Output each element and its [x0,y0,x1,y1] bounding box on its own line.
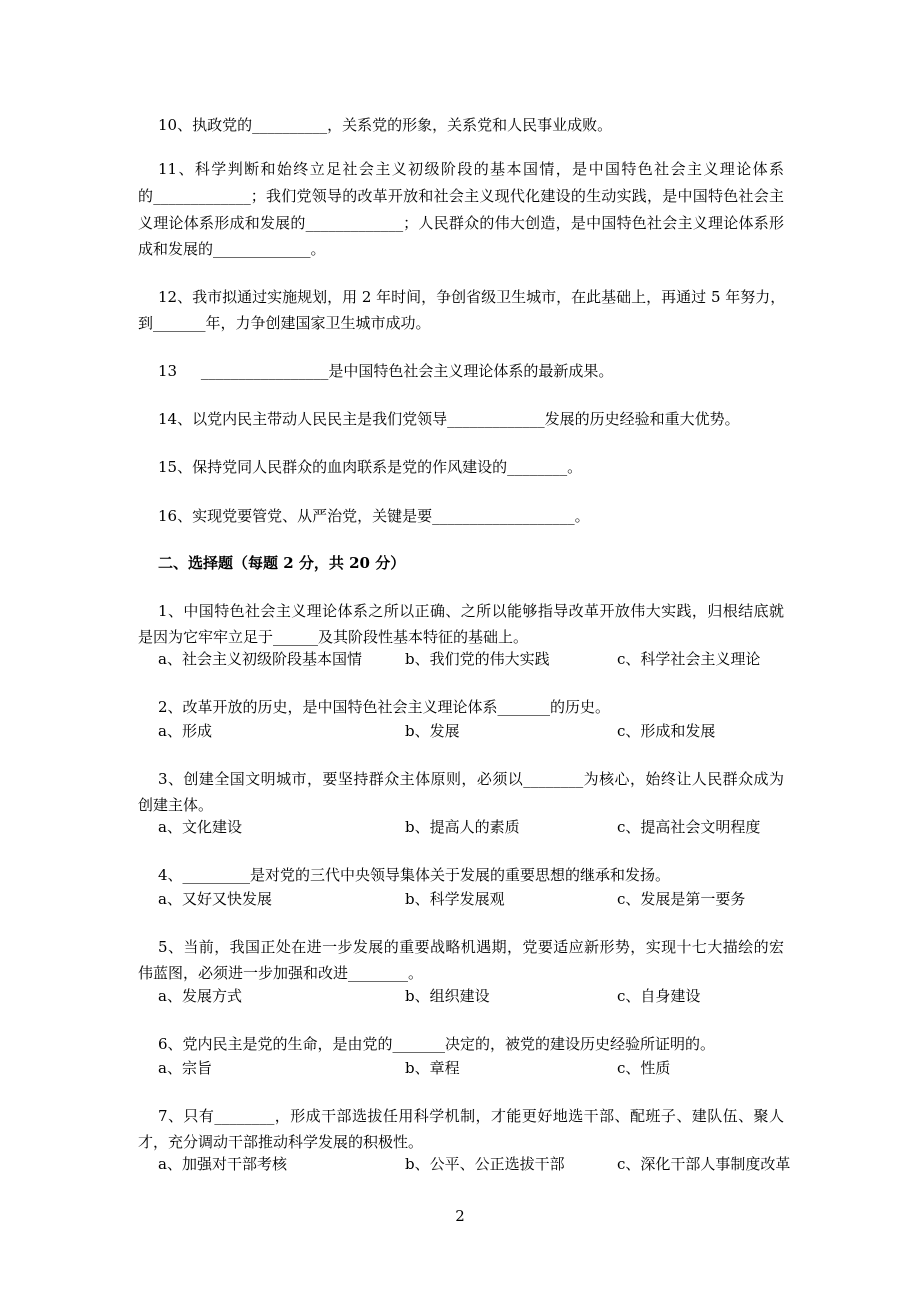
question-13: 13 _________________是中国特色社会主义理论体系的最新成果。 [158,362,614,380]
mc-2-option-a: a、形成 [158,722,212,740]
question-11-line-2: 的_____________；我们党领导的改革开放和社会主义现代化建设的生动实践，是中国特色社会主 [138,187,784,205]
question-14: 14、以党内民主带动人民民主是我们党领导_____________发展的历史经验和重大优势。 [158,410,740,428]
mc-question-1-line-2: 是因为它牢牢立足于______及其阶段性基本特征的基础上。 [138,628,529,646]
mc-4-option-c: c、发展是第一要务 [617,890,746,908]
mc-question-7-line-2: 才，充分调动干部推动科学发展的积极性。 [138,1133,424,1151]
mc-6-option-b: b、章程 [405,1059,460,1077]
mc-3-option-c: c、提高社会文明程度 [617,818,761,836]
mc-4-option-a: a、又好又快发展 [158,890,272,908]
mc-7-option-a: a、加强对干部考核 [158,1155,287,1173]
mc-question-7-line-1: 7、只有________，形成干部选拔任用科学机制，才能更好地选干部、配班子、建队伍、聚人 [158,1107,784,1125]
mc-5-option-b: b、组织建设 [405,987,490,1005]
mc-7-option-c: c、深化干部人事制度改革 [617,1155,791,1173]
mc-1-option-a: a、社会主义初级阶段基本国情 [158,650,362,668]
page-number: 2 [455,1207,465,1225]
mc-question-1-line-1: 1、中国特色社会主义理论体系之所以正确、之所以能够指导改革开放伟大实践，归根结底就 [158,602,784,620]
mc-question-5-line-1: 5、当前，我国正处在进一步发展的重要战略机遇期，党要适应新形势，实现十七大描绘的宏 [158,938,784,956]
mc-2-option-b: b、发展 [405,722,460,740]
question-16: 16、实现党要管党、从严治党，关键是要___________________。 [158,507,590,525]
mc-7-option-b: b、公平、公正选拔干部 [405,1155,565,1173]
mc-1-option-c: c、科学社会主义理论 [617,650,761,668]
question-11-line-1: 11、科学判断和始终立足社会主义初级阶段的基本国情，是中国特色社会主义理论体系 [158,160,784,178]
mc-question-6-line-1: 6、党内民主是党的生命，是由党的_______决定的，被党的建设历史经验所证明的。 [158,1035,716,1053]
mc-question-3-line-1: 3、创建全国文明城市，要坚持群众主体原则，必须以________为核心，始终让人民群众成为 [158,770,784,788]
mc-question-5-line-2: 伟蓝图，必须进一步加强和改进________。 [138,964,424,982]
mc-question-2-line-1: 2、改革开放的历史，是中国特色社会主义理论体系_______的历史。 [158,698,611,716]
mc-question-3-line-2: 创建主体。 [138,796,214,814]
mc-6-option-a: a、宗旨 [158,1059,212,1077]
question-12-line-2: 到_______年，力争创建国家卫生城市成功。 [138,314,431,332]
question-11-line-4: 成和发展的_____________。 [138,240,326,258]
mc-4-option-b: b、科学发展观 [405,890,505,908]
question-10: 10、执政党的__________，关系党的形象，关系党和人民事业成败。 [158,116,613,134]
question-11-line-3: 义理论体系形成和发展的_____________；人民群众的伟大创造，是中国特色社会主义理论体系形 [138,214,784,232]
mc-2-option-c: c、形成和发展 [617,722,716,740]
mc-5-option-a: a、发展方式 [158,987,242,1005]
mc-3-option-b: b、提高人的素质 [405,818,520,836]
mc-5-option-c: c、自身建设 [617,987,701,1005]
mc-6-option-c: c、性质 [617,1059,671,1077]
mc-question-4-line-1: 4、_________是对党的三代中央领导集体关于发展的重要思想的继承和发扬。 [158,866,671,884]
question-12-line-1: 12、我市拟通过实施规划，用 2 年时间，争创省级卫生城市，在此基础上，再通过 5 年努力， [158,288,786,306]
mc-1-option-b: b、我们党的伟大实践 [405,650,550,668]
mc-3-option-a: a、文化建设 [158,818,242,836]
section-heading: 二、选择题（每题 2 分，共 20 分） [158,554,406,572]
question-15: 15、保持党同人民群众的血肉联系是党的作风建设的________。 [158,458,583,476]
